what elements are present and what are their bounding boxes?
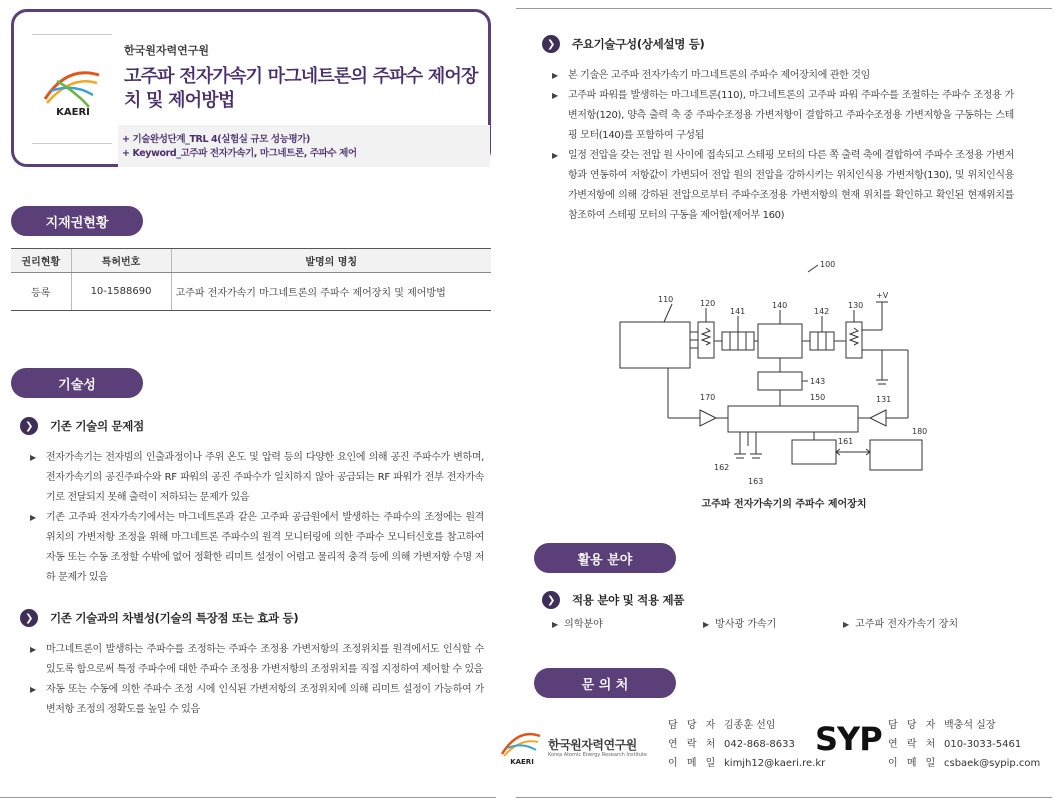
kaeri-logo-icon: [37, 61, 107, 117]
cell-name: 고주파 전자가속기 마그네트론의 주파수 제어장치 및 제어방법: [171, 273, 491, 311]
list-item: ▶ 고주파 파워를 발생하는 마그네트론(110), 마그네트론의 고주파 파워 주파수를 조절하는 주파수 조정용 가변저항(120), 양측 출력 축 중 주파수조정용 가변저항이 결합하고 주파수조정용 가변저항을 구동하는 스테핑 모터(140)를 포함하여 구성됨: [552, 86, 1014, 146]
left-column: [0, 0, 500, 804]
chevron-right-icon: ❯: [542, 35, 560, 53]
diff-list: [30, 640, 484, 720]
kaeri-contact: 담 당 자 김종훈 선임 연 락 처 042-868-8633 이 메 일 kimjh12@kaeri.re.kr: [668, 716, 825, 773]
list-item: ▶ 본 기술은 고주파 전자가속기 마그네트론의 주파수 제어장치에 관한 것임: [552, 66, 1014, 86]
config-heading-text: 주요기술구성(상세설명 등): [572, 37, 705, 51]
kaeri-contact-logo: [498, 726, 658, 766]
kaeri-email[interactable]: kimjh12@kaeri.re.kr: [724, 758, 826, 769]
usage-sub-heading-text: 적용 분야 및 적용 제품: [572, 593, 685, 607]
label-143: 143: [810, 377, 826, 386]
syp-email[interactable]: csbaek@sypip.com: [944, 758, 1041, 769]
label-plus-v: +V: [876, 291, 889, 300]
triangle-icon: ▶: [703, 620, 710, 629]
ip-heading: 지재권현황: [11, 206, 143, 236]
label-120: 120: [700, 299, 716, 308]
kaeri-person: 김종훈 선임: [724, 720, 776, 731]
triangle-icon: ▶: [843, 620, 850, 629]
label-150: 150: [810, 393, 826, 402]
usage-heading: 활용 분야: [534, 543, 676, 573]
syp-logo: SYP: [815, 720, 882, 758]
chevron-right-icon: ❯: [20, 417, 38, 435]
usage-item-1: ▶ 의학분야: [552, 619, 603, 630]
list-item: ▶ 자동 또는 수동에 의한 주파수 조정 시에 인식된 가변저항의 조정위치에 의해 리미트 설정이 가능하여 가변저항 조정의 정확도를 높일 수 있음: [30, 680, 484, 720]
svg-text:KAERI: KAERI: [510, 758, 534, 766]
problem-list: [30, 448, 484, 588]
list-item: ▶ 기존 고주파 전자가속기에서는 마그네트론과 같은 고주파 공급원에서 발생하는 주파수의 조정에는 원격 위치의 가변저항 조정을 위해 마그네트론 주파수의 원격 모니터링에 의한 주파수 모니터신호를 참고하여 자동 또는 수동 조정할 수밖에 없어 정확한 리미트 설정이 어렵고 물리적 충격 등에 의해 가변저항 수명 저하 문제가 있음: [30, 508, 484, 588]
label-170: 170: [700, 393, 716, 402]
label-141: 141: [730, 307, 746, 316]
org-name: 한국원자력연구원: [548, 738, 637, 752]
label-130: 130: [848, 301, 864, 310]
triangle-icon: ▶: [552, 620, 559, 629]
kaeri-logo-icon: [498, 726, 544, 766]
cell-number: 10-1588690: [71, 273, 171, 311]
col-name: 발명의 명칭: [171, 249, 491, 273]
page-title: 고주파 전자가속기 마그네트론의 주파수 제어장치 및 제어방법: [124, 66, 478, 111]
top-rule: [516, 8, 1052, 9]
diff-heading: [20, 609, 298, 627]
cell-status: 등록: [11, 273, 71, 311]
right-column: [510, 0, 1058, 804]
label-163: 163: [748, 477, 764, 486]
label-162: 162: [714, 463, 730, 472]
label-161: 161: [838, 437, 854, 446]
diff-heading-text: 기존 기술과의 차별성(기술의 특장점 또는 효과 등): [50, 611, 299, 625]
syp-contact: 담 당 자 백충석 실장 연 락 처 010-3033-5461 이 메 일 csbaek@sypip.com: [888, 716, 1040, 773]
contact-heading: 문 의 처: [534, 668, 676, 698]
bottom-rule: [516, 797, 1052, 798]
usage-sub-heading: [542, 591, 684, 609]
label-180: 180: [912, 427, 928, 436]
label-110: 110: [658, 295, 674, 304]
bottom-rule: [0, 797, 496, 798]
table-row: [11, 273, 491, 311]
syp-person: 백충석 실장: [944, 720, 996, 731]
problem-heading-text: 기존 기술의 문제점: [50, 419, 144, 433]
problem-heading: [20, 417, 144, 435]
config-heading: [542, 35, 705, 53]
label-131: 131: [876, 395, 892, 404]
label-100: 100: [820, 260, 836, 269]
keyword-line: + Keyword_고주파 전자가속기, 마그네트론, 주파수 제어: [122, 148, 357, 159]
list-item: ▶ 일정 전압을 갖는 전압 원 사이에 접속되고 스테핑 모터의 다른 쪽 출력 축에 결합하여 주파수 조정용 가변저항과 연동하여 저항값이 가변되어 전압 원의 전압을 강하시키는 위치인식용 가변저항(130), 및 위치인식용 가변저항에 의해 강하된 전압으로부터 주파수조정용 가변저항의 현재 위치를 확인하고 확인된 현재위치를 참조하여 스테핑 모터의 구동을 제어함(제어부 160): [552, 146, 1014, 226]
control-device-diagram: [614, 258, 954, 490]
trl-line: + 기술완성단계_TRL 4(실험실 규모 성능평가): [122, 134, 310, 145]
col-number: 특허번호: [71, 249, 171, 273]
header-meta: [118, 125, 490, 167]
list-item: ▶ 전자가속기는 전자빔의 인출과정이나 주위 온도 및 압력 등의 다양한 요인에 의해 공진 주파수가 변하며, 전자가속기의 공진주파수와 RF 파워의 공진 주파수가 일치하지 않아 공급되는 RF 파워가 전부 전자가속기로 전달되지 못해 출력이 저하되는 문제가 있음: [30, 448, 484, 508]
chevron-right-icon: ❯: [20, 609, 38, 627]
institute-name: 한국원자력연구원: [124, 44, 210, 57]
kaeri-logo: [32, 34, 112, 144]
usage-item-3: ▶ 고주파 전자가속기 장치: [843, 619, 959, 630]
col-status: 권리현황: [11, 249, 71, 273]
header-box: [11, 9, 491, 167]
usage-item-2: ▶ 방사광 가속기: [703, 619, 777, 630]
svg-text:KAERI: KAERI: [56, 107, 90, 117]
list-item: ▶ 마그네트론이 발생하는 주파수를 조정하는 주파수 조정용 가변저항의 조정위치를 원격에서도 인식할 수 있도록 함으로써 특정 주파수에 대한 주파수 조정용 가변저항의 조정위치를 직접 지정하여 제어할 수 있음: [30, 640, 484, 680]
syp-phone: 010-3033-5461: [944, 739, 1022, 750]
config-list: [552, 66, 1014, 226]
tech-heading: 기술성: [11, 368, 143, 398]
label-142: 142: [814, 307, 830, 316]
org-sub: Korea Atomic Energy Research Institute: [548, 752, 648, 758]
diagram-caption: 고주파 전자가속기의 주파수 제어장치: [701, 499, 867, 510]
kaeri-phone: 042-868-8633: [724, 739, 795, 750]
label-140: 140: [772, 301, 788, 310]
chevron-right-icon: ❯: [542, 591, 560, 609]
patent-table: [11, 248, 491, 311]
